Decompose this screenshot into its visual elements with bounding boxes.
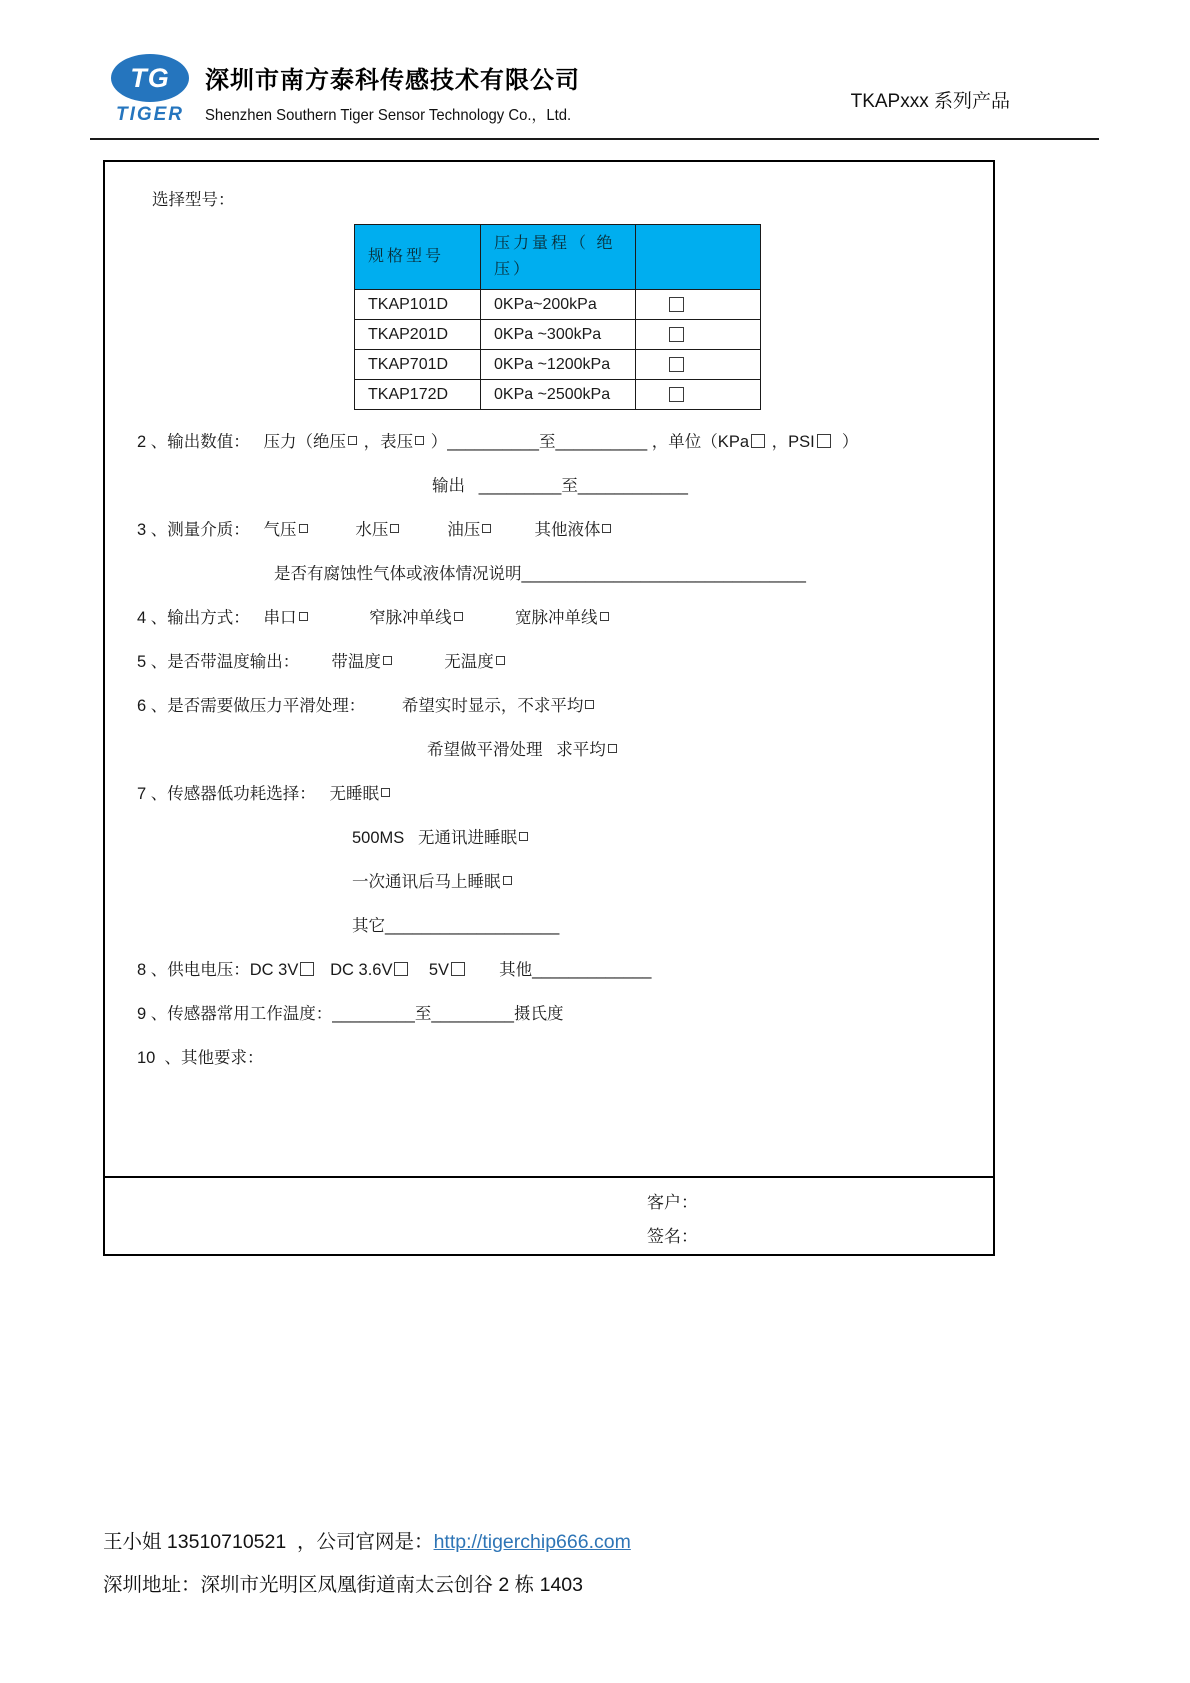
logo-brand-text: TIGER: [115, 104, 185, 125]
model-cell: TKAP101D: [355, 290, 481, 320]
option-checkbox[interactable]: [394, 962, 408, 976]
table-row: [355, 380, 761, 410]
model-checkbox[interactable]: [669, 327, 684, 342]
contact-text: 王小姐 13510710521 ，公司官网是：: [103, 1531, 434, 1553]
form-text: 希望做平滑处理 求平均: [427, 741, 606, 759]
form-line: [432, 476, 993, 496]
header-divider: [90, 138, 1099, 140]
form-line: [137, 696, 993, 716]
range-cell: 0KPa ~2500kPa: [481, 380, 636, 410]
form-line: [352, 916, 993, 936]
header-select: [636, 225, 761, 290]
form-line: [137, 1004, 993, 1024]
form-line: [137, 784, 993, 804]
model-table: [354, 224, 761, 410]
model-table-body: [355, 290, 761, 410]
option-checkbox[interactable]: [299, 612, 308, 621]
form-text: 500MS 无通讯进睡眠: [352, 829, 518, 847]
product-series-label: TKAPxxx 系列产品: [850, 91, 1010, 112]
model-checkbox[interactable]: [669, 357, 684, 372]
option-checkbox[interactable]: [451, 962, 465, 976]
form-text: 5 、是否带温度输出： 带温度: [137, 653, 381, 671]
form-text: 5V: [410, 961, 450, 979]
footer-address-line: 深圳地址：深圳市光明区凤凰街道南太云创谷 2 栋 1403: [103, 1574, 583, 1596]
form-line: [352, 872, 993, 892]
model-cell: TKAP201D: [355, 320, 481, 350]
form-lines: [105, 432, 993, 1068]
option-checkbox[interactable]: [585, 700, 594, 709]
form-text: 2 、输出数值： 压力（绝压: [137, 433, 347, 451]
form-text: 其它___________________: [352, 917, 560, 935]
select-cell: [636, 320, 761, 350]
model-table-header: [355, 225, 761, 290]
option-checkbox[interactable]: [390, 524, 399, 533]
range-cell: 0KPa ~1200kPa: [481, 350, 636, 380]
form-line: [137, 652, 993, 672]
form-text: DC 3.6V: [316, 961, 393, 979]
option-checkbox[interactable]: [299, 524, 308, 533]
company-logo: [100, 54, 200, 126]
form-text: 其他_____________: [467, 961, 652, 979]
form-text: 8 、供电电压：DC 3V: [137, 961, 299, 979]
option-checkbox[interactable]: [751, 434, 765, 448]
option-checkbox[interactable]: [482, 524, 491, 533]
table-header-row: [355, 225, 761, 290]
option-checkbox[interactable]: [300, 962, 314, 976]
form-line: [352, 828, 993, 848]
form-text: 是否有腐蚀性气体或液体情况说明_______________________________: [274, 565, 806, 583]
header-model: 规格型号: [355, 225, 481, 290]
form-text: ）__________至__________ ，单位（KPa: [426, 433, 749, 451]
option-checkbox[interactable]: [519, 832, 528, 841]
option-checkbox[interactable]: [415, 436, 424, 445]
option-checkbox[interactable]: [381, 788, 390, 797]
signature-section: [105, 1176, 993, 1254]
form-line: [427, 740, 993, 760]
option-checkbox[interactable]: [348, 436, 357, 445]
form-text: 无温度: [393, 653, 494, 671]
form-line: [137, 1048, 993, 1068]
table-row: [355, 320, 761, 350]
option-checkbox[interactable]: [817, 434, 831, 448]
form-line: [274, 564, 993, 584]
range-cell: 0KPa~200kPa: [481, 290, 636, 320]
form-text: 油压: [401, 521, 481, 539]
form-text: ）: [832, 433, 859, 451]
form-text: ，表压: [359, 433, 414, 451]
form-line: [137, 960, 993, 980]
form-text: 3 、测量介质： 气压: [137, 521, 297, 539]
form-text: 水压: [309, 521, 389, 539]
select-cell: [636, 290, 761, 320]
form-text: 9 、传感器常用工作温度：_________至_________摄氏度: [137, 1005, 564, 1023]
option-checkbox[interactable]: [383, 656, 392, 665]
signature-label: 签名：: [647, 1227, 698, 1246]
header-range: 压力量程（ 绝压）: [481, 225, 636, 290]
option-checkbox[interactable]: [602, 524, 611, 533]
model-cell: TKAP701D: [355, 350, 481, 380]
table-row: [355, 350, 761, 380]
model-checkbox[interactable]: [669, 387, 684, 402]
table-row: [355, 290, 761, 320]
option-checkbox[interactable]: [503, 876, 512, 885]
select-model-label: 选择型号：: [152, 191, 235, 209]
option-checkbox[interactable]: [454, 612, 463, 621]
footer-contact-line: [103, 1526, 631, 1554]
form-text: 输出 _________至____________: [432, 477, 688, 495]
order-form-box: [103, 160, 995, 1256]
range-cell: 0KPa ~300kPa: [481, 320, 636, 350]
form-text: 宽脉冲单线: [464, 609, 598, 627]
select-cell: [636, 380, 761, 410]
company-name-cn: 深圳市南方泰科传感技术有限公司: [205, 67, 580, 94]
model-checkbox[interactable]: [669, 297, 684, 312]
model-cell: TKAP172D: [355, 380, 481, 410]
form-line: [137, 520, 993, 540]
form-line: [137, 608, 993, 628]
form-text: 其他液体: [493, 521, 601, 539]
option-checkbox[interactable]: [600, 612, 609, 621]
select-cell: [636, 350, 761, 380]
form-text: 6 、是否需要做压力平滑处理： 希望实时显示，不求平均: [137, 697, 584, 715]
form-text: ，PSI: [767, 433, 815, 451]
logo-tg-icon: [111, 54, 189, 102]
form-text: 4 、输出方式： 串口: [137, 609, 297, 627]
option-checkbox[interactable]: [496, 656, 505, 665]
footer: [103, 1526, 631, 1597]
company-name-en: Shenzhen Southern Tiger Sensor Technology Co.，Ltd.: [205, 107, 572, 124]
customer-label: 客户：: [647, 1193, 698, 1212]
website-link[interactable]: http://tigerchip666.com: [433, 1531, 631, 1553]
form-text: 7 、传感器低功耗选择： 无睡眠: [137, 785, 380, 803]
form-text: 窄脉冲单线: [309, 609, 452, 627]
form-text: 一次通讯后马上睡眠: [352, 873, 501, 891]
option-checkbox[interactable]: [608, 744, 617, 753]
form-line: [137, 432, 993, 452]
form-text: 10 、其他要求：: [137, 1049, 264, 1067]
logo-monogram: TG: [130, 62, 170, 93]
